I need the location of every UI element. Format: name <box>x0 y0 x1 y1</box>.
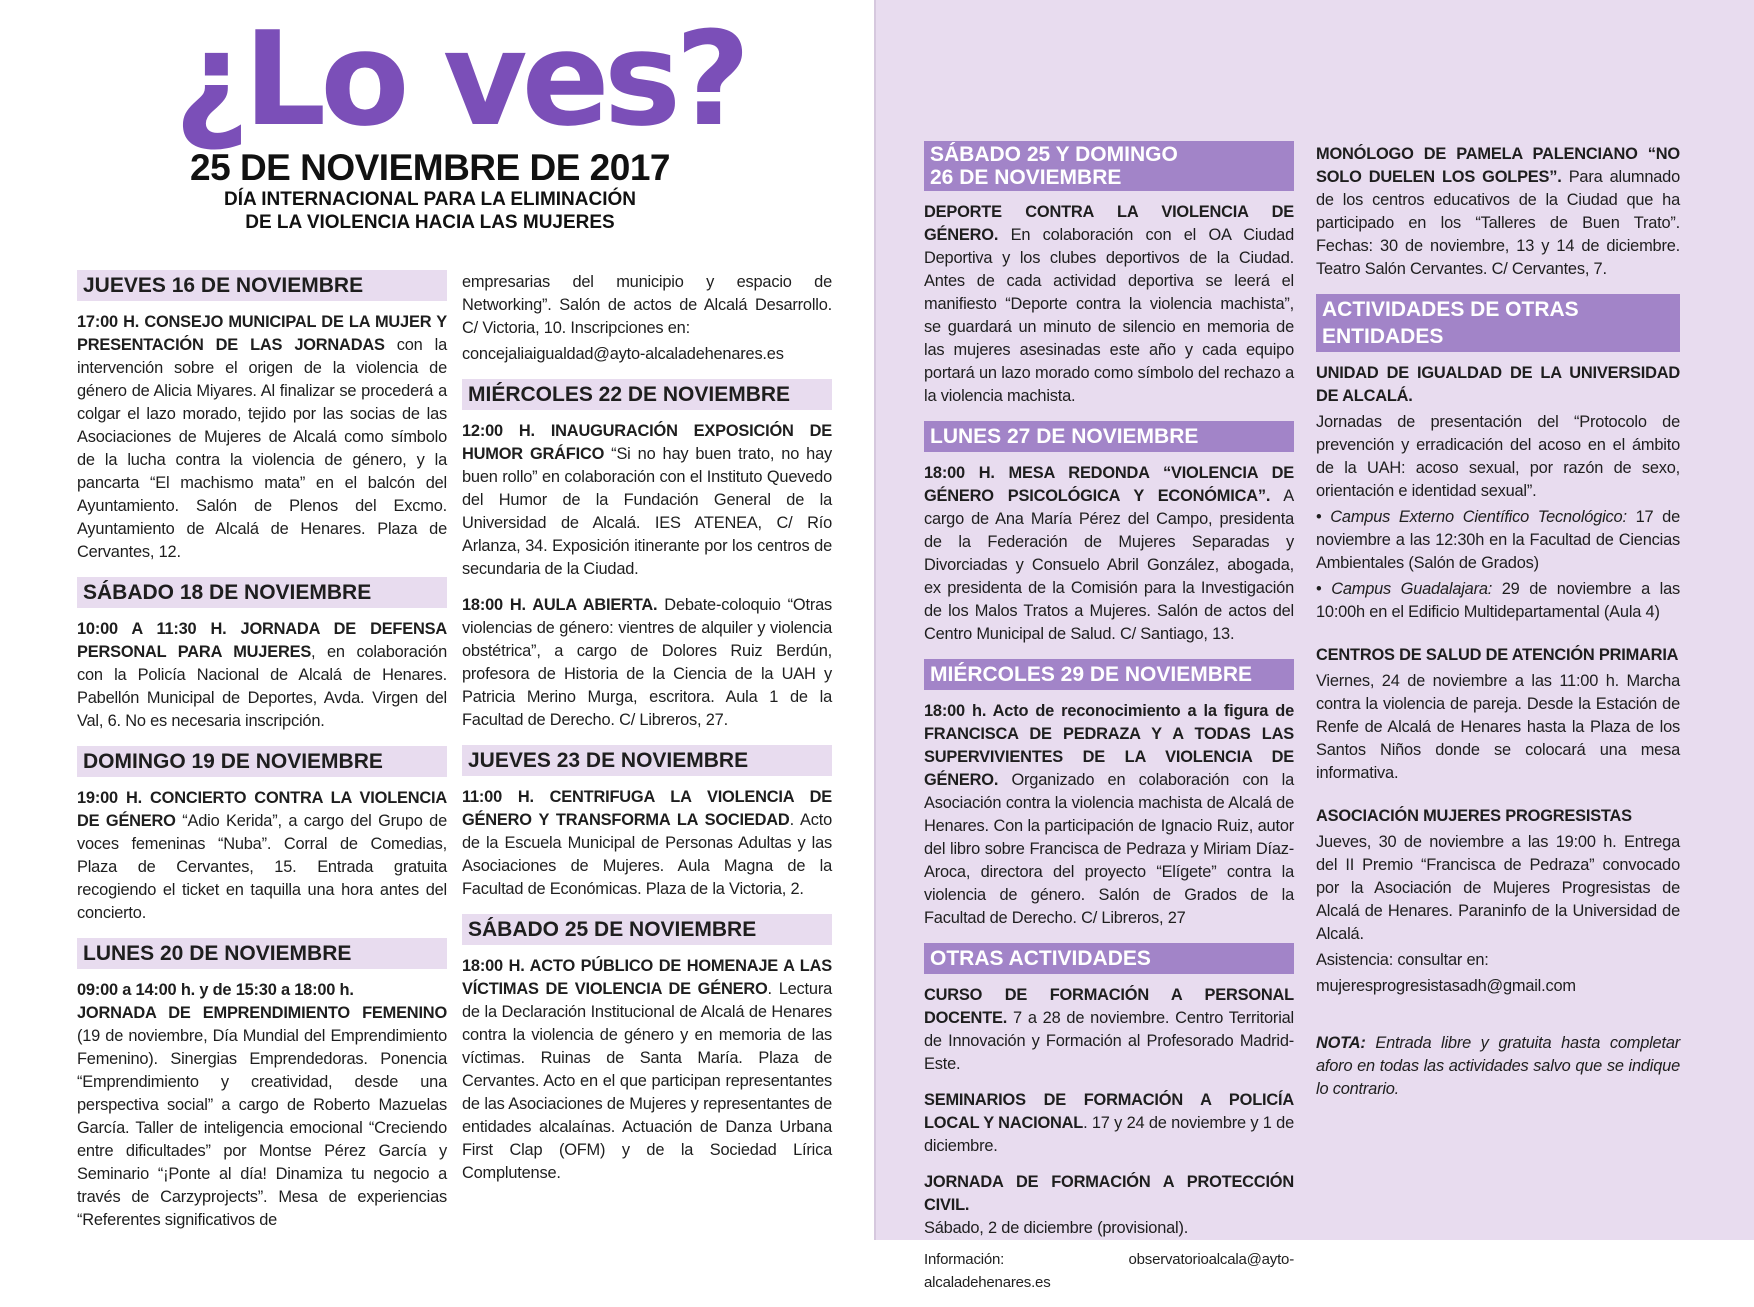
event-emprendimiento-continued: empresarias del municipio y espacio de Networking”. Salón de actos de Alcalá Desarrollo. C/ Victoria, 10. Inscripciones en: <box>462 273 832 337</box>
event-aula-abierta <box>462 594 832 732</box>
event-homenaje-victimas <box>462 955 832 1185</box>
event-humor-grafico <box>462 420 832 581</box>
column-1 <box>77 270 447 1245</box>
event-title: 18:00 H. MESA REDONDA “VIOLENCIA DE GÉNERO PSICOLÓGICA Y ECONÓMICA”. <box>924 464 1294 505</box>
event-text: Sábado, 2 de diciembre (provisional). <box>924 1219 1189 1237</box>
day-heading-miercoles-22: MIÉRCOLES 22 DE NOVIEMBRE <box>462 379 832 410</box>
nota <box>1316 1032 1680 1101</box>
day-heading-jueves-16: JUEVES 16 DE NOVIEMBRE <box>77 270 447 301</box>
asistencia-label: Asistencia: consultar en: <box>1316 951 1489 969</box>
progresistas-text: Jueves, 30 de noviembre a las 19:00 h. Entrega del II Premio “Francisca de Pedraza” convocado por la Asociación de Mujeres Progresistas de Alcalá de Henares. Paraninfo de la Universidad de Alcalá. <box>1316 833 1680 943</box>
event-title: JORNADA DE EMPRENDIMIENTO FEMENINO <box>77 1004 447 1022</box>
campus-label: Campus Guadalajara: <box>1331 580 1493 598</box>
uah-text: Jornadas de presentación del “Protocolo de prevención y erradicación del acoso en el ámbito de la UAH: acoso sexual, por razón de sexo, orientación e identidad sexual”. <box>1316 413 1680 500</box>
event-title: 18:00 H. AULA ABIERTA. <box>462 596 658 614</box>
column-2 <box>462 271 832 1198</box>
event-curso-docente <box>924 984 1294 1076</box>
progresistas-email[interactable]: mujeresprogresistasadh@gmail.com <box>1316 977 1576 995</box>
day-heading-jueves-23: JUEVES 23 DE NOVIEMBRE <box>462 745 832 776</box>
inscripciones-email[interactable]: concejaliaigualdad@ayto-alcaladehenares.es <box>462 345 784 363</box>
heading-line-1: SÁBADO 25 Y DOMINGO <box>930 143 1178 166</box>
column-4 <box>1316 143 1680 1114</box>
event-title: 18:00 H. ACTO PÚBLICO DE HOMENAJE A LAS VÍCTIMAS DE VIOLENCIA DE GÉNERO <box>462 957 832 998</box>
event-title: 17:00 H. CONSEJO MUNICIPAL DE LA MUJER Y PRESENTACIÓN DE LAS JORNADAS <box>77 313 447 354</box>
event-subheading <box>160 188 700 234</box>
event-text: “Adio Kerida”, a cargo del Grupo de voces femeninas “Nuba”. Corral de Comedias, Plaza de Cervantes, 15. Entrada gratuita recogiendo el ticket en taquilla una hora antes del concierto. <box>77 812 448 922</box>
section-heading-otras-actividades: OTRAS ACTIVIDADES <box>924 943 1294 974</box>
campus-label: Campus Externo Científico Tecnológico: <box>1330 508 1627 526</box>
entity-title: UNIDAD DE IGUALDAD DE LA UNIVERSIDAD DE ALCALÁ. <box>1316 364 1680 405</box>
day-heading-domingo-19: DOMINGO 19 DE NOVIEMBRE <box>77 746 447 777</box>
event-monologo <box>1316 143 1680 281</box>
brochure-title: ¿Lo ves? <box>174 3 745 155</box>
event-centrifuga <box>462 786 832 901</box>
event-title: 12:00 H. INAUGURACIÓN EXPOSICIÓN DE HUMOR GRÁFICO <box>462 422 832 463</box>
day-heading-sabado-25: SÁBADO 25 DE NOVIEMBRE <box>462 914 832 945</box>
event-text: . Acto de la Escuela Municipal de Personas Adultas y las Asociaciones de Mujeres. Aula Magna de la Facultad de Económicas. Plaza de la Victoria, 2. <box>462 811 832 898</box>
nota-label: NOTA: <box>1316 1034 1366 1052</box>
event-date-heading: 25 DE NOVIEMBRE DE 2017 <box>190 147 670 188</box>
event-title: 19:00 H. CONCIERTO CONTRA LA VIOLENCIA DE GÉNERO <box>77 789 447 830</box>
day-heading-miercoles-29: MIÉRCOLES 29 DE NOVIEMBRE <box>924 659 1294 690</box>
event-title: SEMINARIOS DE FORMACIÓN A POLICÍA LOCAL Y NACIONAL <box>924 1091 1294 1132</box>
event-title: 18:00 h. Acto de reconocimiento a la figura de FRANCISCA DE PEDRAZA Y A TODAS LAS SUPERVIVIENTES DE LA VIOLENCIA DE GÉNERO. <box>924 702 1294 789</box>
event-text: con la intervención sobre el origen de la violencia de género de Alicia Miyares. Al finalizar se procederá a colgar el lazo morado, tejido por las socias de las Asociaciones de Mujeres de Alcalá como símbolo de la lucha contra la violencia de género, y la pancarta “El machismo mata” en el balcón del Ayuntamiento. Salón de Plenos del Excmo. Ayuntamiento de Alcalá de Henares. Plaza de Cervantes, 12. <box>77 336 447 561</box>
event-title: CURSO DE FORMACIÓN A PERSONAL DOCENTE. <box>924 986 1294 1027</box>
event-text: . Lectura de la Declaración Institucional de Alcalá de Henares contra la violencia de género y en memoria de las víctimas. Ruinas de Santa María. Plaza de Cervantes. Acto en el que participan representantes de las Asociaciones de Mujeres y representantes de entidades alcalaínas. Actuación de Danza Urbana First Clap (OFM) y de la Sociedad Lírica Complutense. <box>462 980 832 1182</box>
event-title: DEPORTE CONTRA LA VIOLENCIA DE GÉNERO. <box>924 203 1294 244</box>
campus-1: • Campus Externo Científico Tecnológico: 17 de noviembre a las 12:30h en la Facultad de Ciencias Ambientales (Salón de Grados) <box>1316 508 1680 572</box>
event-text: 7 a 28 de noviembre. Centro Territorial de Innovación y Formación al Profesorado Madrid-Este. <box>924 1009 1294 1073</box>
event-consejo-municipal <box>77 311 447 564</box>
campus-2: • Campus Guadalajara: 29 de noviembre a las 10:00h en el Edificio Multidepartamental (Aula 4) <box>1316 580 1680 621</box>
event-text: “Si no hay buen trato, no hay buen rollo” en colaboración con el Instituto Quevedo del Humor de la Fundación General de la Universidad de Alcalá. IES ATENEA, C/ Río Arlanza, 34. Exposición itinerante por los centros de secundaria de la Ciudad. <box>462 445 832 578</box>
section-heading-otras-entidades: ACTIVIDADES DE OTRAS ENTIDADES <box>1316 294 1680 352</box>
event-seminarios-policia <box>924 1089 1294 1158</box>
subheading-line-1: DÍA INTERNACIONAL PARA LA ELIMINACIÓN <box>223 189 636 210</box>
event-francisca-pedraza <box>924 700 1294 930</box>
event-concierto <box>77 787 447 925</box>
event-text: Organizado en colaboración con la Asociación contra la violencia machista de Alcalá de Henares. Con la participación de Ignacio Ruiz, autor del libro sobre Francisca de Pedraza y Miriam Díaz-Aroca, directora del proyecto “Elígete” contra la violencia de género. Salón de Grados de la Facultad de Derecho. C/ Libreros, 27 <box>924 771 1294 927</box>
heading-line-2: 26 DE NOVIEMBRE <box>930 166 1122 189</box>
event-time: 09:00 a 14:00 h. y de 15:30 a 18:00 h. <box>77 981 354 999</box>
info-email[interactable]: Información: observatorioalcala@ayto-alcaladehenares.es <box>924 1251 1294 1291</box>
event-mesa-redonda <box>924 462 1294 646</box>
campus-text: 29 de noviembre a las 10:00h en el Edificio Multidepartamental (Aula 4) <box>1316 580 1680 621</box>
event-title: MONÓLOGO DE PAMELA PALENCIANO “NO SOLO DUELEN LOS GOLPES”. <box>1316 145 1680 186</box>
entity-title: ASOCIACIÓN MUJERES PROGRESISTAS <box>1316 807 1632 825</box>
event-title: 10:00 A 11:30 H. JORNADA DE DEFENSA PERSONAL PARA MUJERES <box>77 620 447 661</box>
event-proteccion-civil <box>924 1171 1294 1240</box>
entity-title: CENTROS DE SALUD DE ATENCIÓN PRIMARIA <box>1316 646 1679 664</box>
event-emprendimiento <box>77 979 447 1232</box>
event-text: Para alumnado de los centros educativos de la Ciudad que ha participado en los “Talleres de Buen Trato”. Fechas: 30 de noviembre, 13 y 14 de diciembre. Teatro Salón Cervantes. C/ Cervantes, 7. <box>1316 168 1680 278</box>
event-title: JORNADA DE FORMACIÓN A PROTECCIÓN CIVIL. <box>924 1173 1294 1214</box>
event-text: (19 de noviembre, Día Mundial del Emprendimiento Femenino). Sinergias Emprendedoras. Ponencia “Emprendimiento y creatividad, desde una perspectiva social” a cargo de Roberto Mazuelas García. Taller de inteligencia emocional “Creciendo entre dificultades” por Montse Pérez García y Seminario “¡Ponte al día! Dinamiza tu negocio a través de Carzyprojects”. Mesa de experiencias “Referentes significativos de <box>77 1027 447 1229</box>
day-heading-lunes-27: LUNES 27 DE NOVIEMBRE <box>924 421 1294 452</box>
progresistas-title <box>1316 805 1680 828</box>
event-text: . 17 y 24 de noviembre y 1 de diciembre. <box>924 1114 1294 1155</box>
event-deporte <box>924 201 1294 408</box>
day-heading-sabado-25-domingo-26 <box>924 141 1294 191</box>
uah-title <box>1316 362 1680 408</box>
event-text: En colaboración con el OA Ciudad Deportiva y los clubes deportivos de la Ciudad. Antes de cada actividad deportiva se leerá el manifiesto “Deporte contra la violencia machista”, se guardará un minuto de silencio en memoria de las mujeres asesinadas este año y cada equipo portará un lazo morado como símbolo del rechazo a la violencia machista. <box>924 226 1294 405</box>
event-text: , en colaboración con la Policía Nacional de Alcalá de Henares. Pabellón Municipal de Deportes, Avda. Virgen del Val, 6. No es necesaria inscripción. <box>77 643 447 730</box>
campus-text: 17 de noviembre a las 12:30h en la Facultad de Ciencias Ambientales (Salón de Grados) <box>1316 508 1680 572</box>
salud-text: Viernes, 24 de noviembre a las 11:00 h. Marcha contra la violencia de pareja. Desde la Estación de Renfe de Alcalá de Henares hasta la Plaza de los Santos Niños donde se colocará una mesa informativa. <box>1316 672 1680 782</box>
column-3 <box>924 141 1294 1307</box>
subheading-line-2: DE LA VIOLENCIA HACIA LAS MUJERES <box>245 212 615 233</box>
event-text: A cargo de Ana María Pérez del Campo, presidenta de la Federación de Mujeres Separadas y Divorciadas y Consuelo Abril González, abogada, ex presidenta de la Comisión para la Investigación de los Malos Tratos a Mujeres. Salón de actos del Centro Municipal de Salud. C/ Santiago, 13. <box>924 487 1294 643</box>
day-heading-sabado-18: SÁBADO 18 DE NOVIEMBRE <box>77 577 447 608</box>
event-title: 11:00 H. CENTRIFUGA LA VIOLENCIA DE GÉNERO Y TRANSFORMA LA SOCIEDAD <box>462 788 832 829</box>
salud-title <box>1316 644 1680 667</box>
nota-text: Entrada libre y gratuita hasta completar aforo en todas las actividades salvo que se indique lo contrario. <box>1316 1034 1680 1098</box>
fold-divider <box>874 0 876 1240</box>
event-text: Debate-coloquio “Otras violencias de género: vientres de alquiler y violencia obstétrica”, a cargo de Dolores Ruiz Berdún, profesora de Historia de la Ciencia de la UAH y Patricia Merino Murga, escritora. Aula 1 de la Facultad de Derecho. C/ Libreros, 27. <box>462 596 832 729</box>
day-heading-lunes-20: LUNES 20 DE NOVIEMBRE <box>77 938 447 969</box>
event-defensa-personal <box>77 618 447 733</box>
